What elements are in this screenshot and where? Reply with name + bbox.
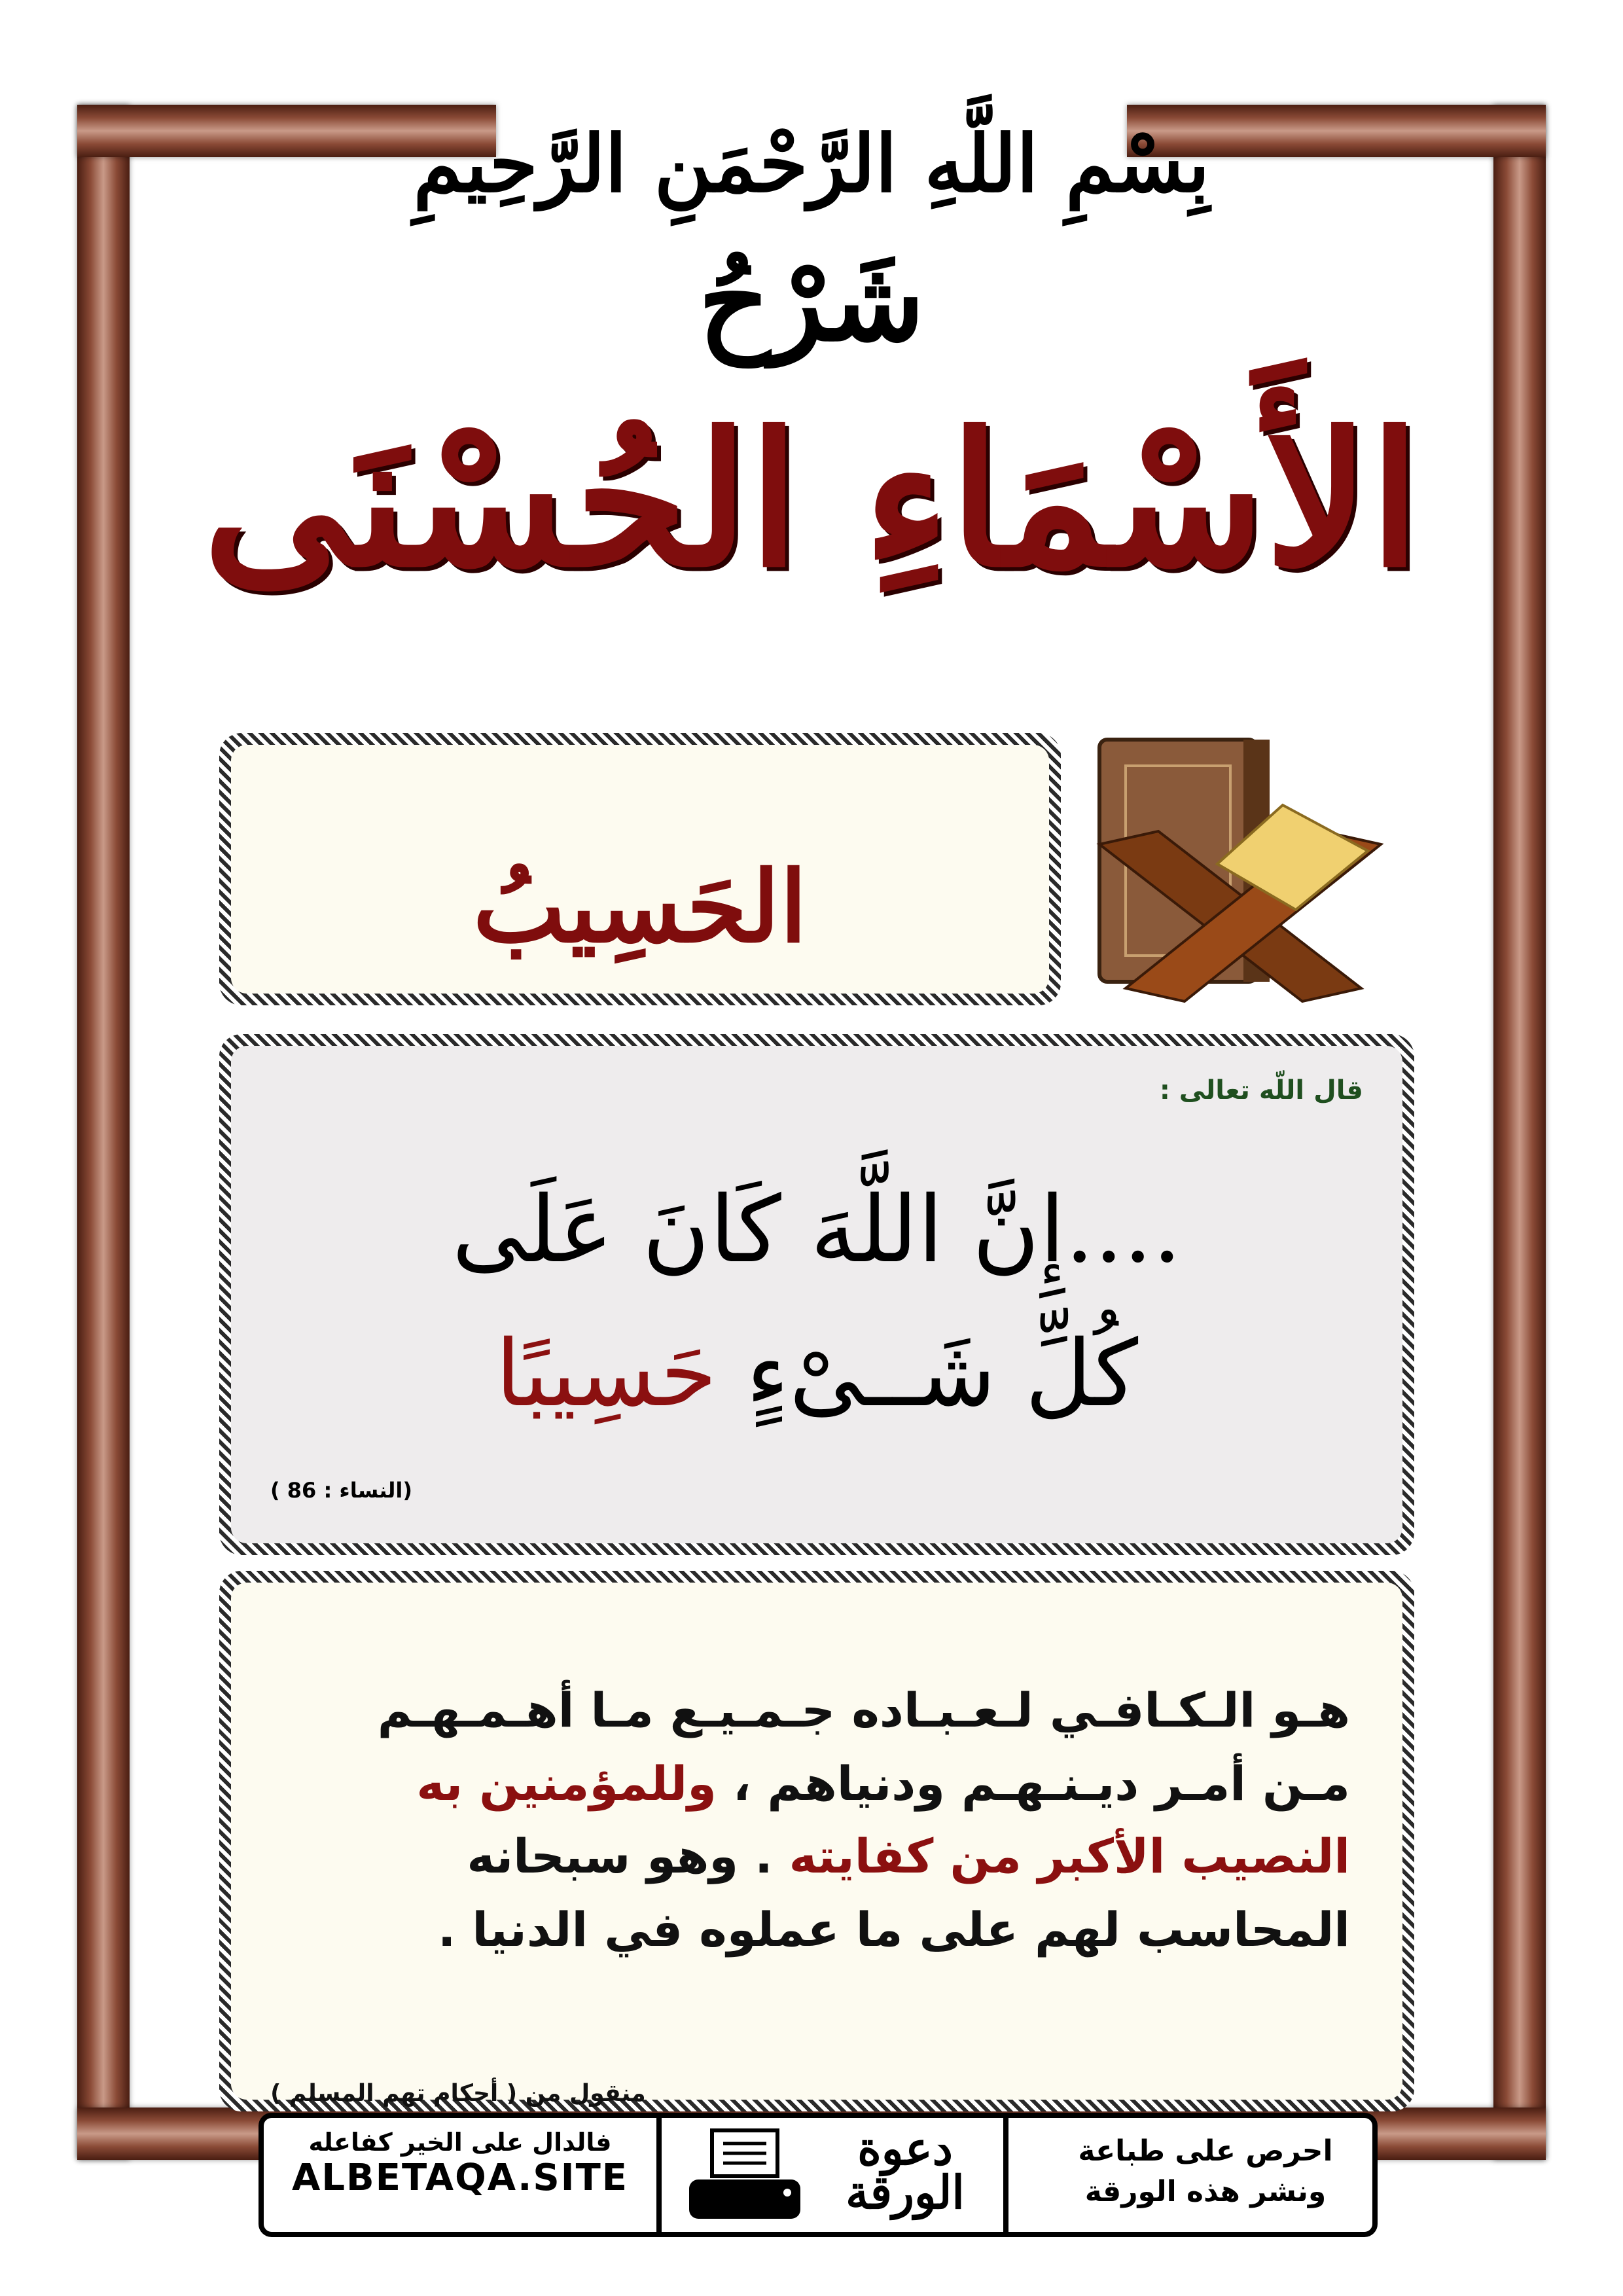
description-part-2: . وهو سبحانه المحاسب لهم على ما عملوه في الدنيا . (437, 1829, 1350, 1957)
description-highlight: وللمؤمنين به النصيب الأكبر من كفايته (416, 1755, 1350, 1884)
divine-name: الحَسِيبُ (473, 850, 808, 965)
verse-intro: قال اللّه تعالى : (1159, 1075, 1363, 1105)
footer-right (1065, 2131, 1346, 2212)
footer-print-line-1: احرص على طباعة (1078, 2134, 1333, 2168)
footer-hadith: فالدال على الخير كفاعله (308, 2128, 612, 2157)
quran-stand-icon (1086, 713, 1394, 1021)
sharh-heading: شَرْحُ (698, 236, 925, 367)
footer-divider-right (1003, 2113, 1008, 2237)
source-note: منقول من ( أحكام تهم المسلم ) (270, 2080, 646, 2107)
footer-website-link[interactable]: ALBETAQA.SITE (291, 2157, 629, 2199)
footer-box (259, 2113, 1378, 2237)
name-panel (219, 733, 1061, 1005)
basmala-heading: بِسْمِ اللَّهِ الرَّحْمَنِ الرَّحِيمِ (413, 118, 1210, 210)
dawa-logo: دعوة الورقة (846, 2121, 965, 2219)
description-text (283, 1674, 1350, 1966)
verse-highlight-word: حَسِيبًا (495, 1321, 717, 1427)
description-panel (219, 1571, 1414, 2111)
verse-line-2-start: كُلِّ شَــىْءٍ (746, 1321, 1139, 1427)
footer-left (283, 2128, 637, 2199)
verse-reference: (النساء : 86 ) (270, 1478, 412, 1503)
verse-line-2 (231, 1321, 1402, 1427)
printer-icon (683, 2127, 807, 2225)
verse-line-1: ....إِنَّ اللَّهَ كَانَ عَلَى (452, 1177, 1182, 1283)
footer-divider-left (656, 2113, 662, 2237)
page-title: الأَسْمَاءِ الحُسْنَى (203, 393, 1420, 608)
description-part-1: هـو الـكـافـي لـعـبـاده جـمـيـع مـا أهـمـهـم مـن أمـر ديـنـهـم ودنياهم ، (377, 1683, 1350, 1811)
verse-panel (219, 1034, 1414, 1555)
footer-print-line-2: ونشر هذه الورقة (1084, 2174, 1327, 2208)
